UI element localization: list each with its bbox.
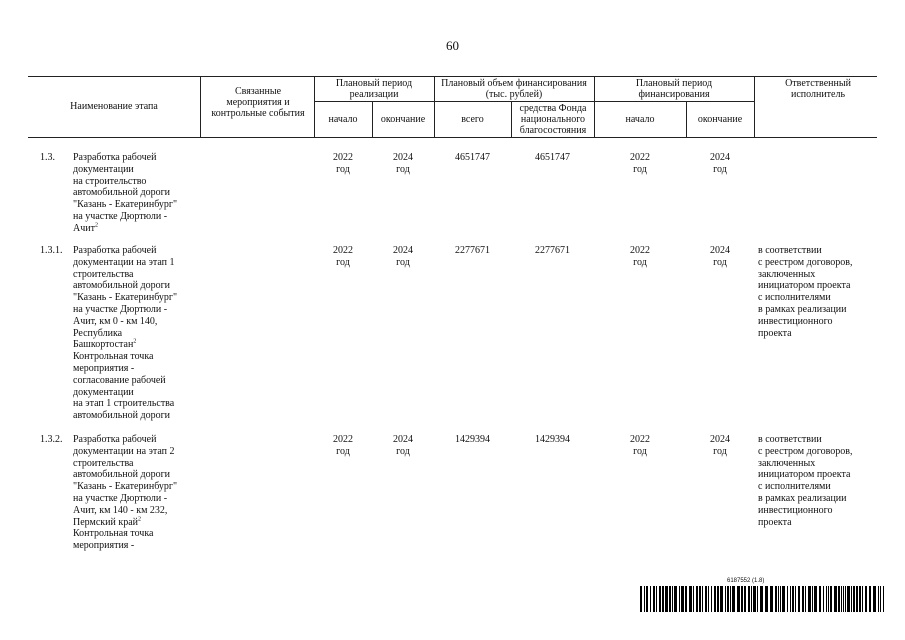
fin-start-year: 2022 <box>630 152 650 163</box>
checkpoint-text: Контрольная точка мероприятия - согласование рабочей документации на этап 1 строительства автомобильной дороги <box>73 351 175 422</box>
page-number: 60 <box>446 38 459 53</box>
end-cell <box>372 434 434 458</box>
responsible-text: в соответствии с реестром договоров, заключенных инициатором проекта с исполнителями в рамках реализации инвестиционного проекта <box>758 434 853 528</box>
fin-end-year: 2024 <box>710 434 730 445</box>
end-year: 2024 <box>393 434 413 445</box>
start-year: 2022 <box>333 152 353 163</box>
fin-start-unit: год <box>633 445 647 457</box>
stage-name-cell <box>73 434 203 552</box>
header-end: окончание <box>380 114 426 125</box>
start-year: 2022 <box>333 434 353 445</box>
header-period-group: Плановый период реализации <box>335 78 413 100</box>
fin-start-cell <box>594 152 686 176</box>
start-cell <box>314 434 372 458</box>
fund-value: 1429394 <box>535 434 570 445</box>
stage-name-cell <box>73 245 203 422</box>
total-value: 2277671 <box>455 245 490 256</box>
header-fin-period-group: Плановый период финансирования <box>635 78 713 100</box>
stage-name: Разработка рабочей документации на этап 2 строительства автомобильной дороги "Казань - Екатеринбург" на участке Дюртюли - Ачит, км 140 - км 232, Пермский край <box>73 434 178 528</box>
start-unit: год <box>336 256 350 268</box>
start-unit: год <box>336 163 350 175</box>
end-unit: год <box>396 256 410 268</box>
row-number: 1.3.1. <box>40 245 63 256</box>
fund-value: 4651747 <box>535 152 570 163</box>
stage-name: Разработка рабочей документации на строительство автомобильной дороги "Казань - Екатеринбург" на участке Дюртюли - Ачит <box>73 152 178 234</box>
footnote-mark: 2 <box>94 222 98 229</box>
total-value: 4651747 <box>455 152 490 163</box>
doc-code: 6187552 (1.8) <box>727 578 765 584</box>
fin-end-year: 2024 <box>710 152 730 163</box>
fin-start-year: 2022 <box>630 245 650 256</box>
end-cell <box>372 152 434 176</box>
header-fin-end: окончание <box>697 114 743 125</box>
start-cell <box>314 152 372 176</box>
stage-name: Разработка рабочей документации на этап 1 строительства автомобильной дороги "Казань - Екатеринбург" на участке Дюртюли - Ачит, км 0 - км 140, Республика Башкортостан <box>73 245 178 351</box>
row-number: 1.3. <box>40 152 55 163</box>
header-total: всего <box>461 114 484 125</box>
header-fund: средства Фонда национального благосостояния <box>519 103 587 136</box>
responsible-text: в соответствии с реестром договоров, заключенных инициатором проекта с исполнителями в рамках реализации инвестиционного проекта <box>758 245 853 339</box>
fin-end-unit: год <box>713 163 727 175</box>
header-volume-group: Плановый объем финансирования (тыс. рублей) <box>441 78 587 100</box>
total-value: 1429394 <box>455 434 490 445</box>
header-start: начало <box>328 114 358 125</box>
fin-end-year: 2024 <box>710 245 730 256</box>
fund-value: 2277671 <box>535 245 570 256</box>
row-number: 1.3.2. <box>40 434 63 445</box>
fin-start-unit: год <box>633 256 647 268</box>
end-unit: год <box>396 445 410 457</box>
start-unit: год <box>336 445 350 457</box>
barcode-image <box>640 586 884 612</box>
header-responsible: Ответственный исполнитель <box>785 78 851 100</box>
fin-start-cell <box>594 434 686 458</box>
header-fin-start: начало <box>625 114 655 125</box>
checkpoint-text: Контрольная точка мероприятия - <box>73 528 154 552</box>
end-year: 2024 <box>393 152 413 163</box>
end-year: 2024 <box>393 245 413 256</box>
fin-start-unit: год <box>633 163 647 175</box>
end-cell <box>372 245 434 269</box>
start-year: 2022 <box>333 245 353 256</box>
start-cell <box>314 245 372 269</box>
footnote-mark: 2 <box>133 339 137 346</box>
fin-end-unit: год <box>713 445 727 457</box>
footnote-mark: 2 <box>138 516 141 523</box>
stage-name-cell <box>73 152 203 235</box>
fin-end-cell <box>686 245 754 269</box>
fin-start-year: 2022 <box>630 434 650 445</box>
header-stage-name: Наименование этапа <box>70 101 158 112</box>
end-unit: год <box>396 163 410 175</box>
header-related: Связанные мероприятия и контрольные события <box>211 86 305 119</box>
fin-end-unit: год <box>713 256 727 268</box>
fin-start-cell <box>594 245 686 269</box>
fin-end-cell <box>686 434 754 458</box>
fin-end-cell <box>686 152 754 176</box>
